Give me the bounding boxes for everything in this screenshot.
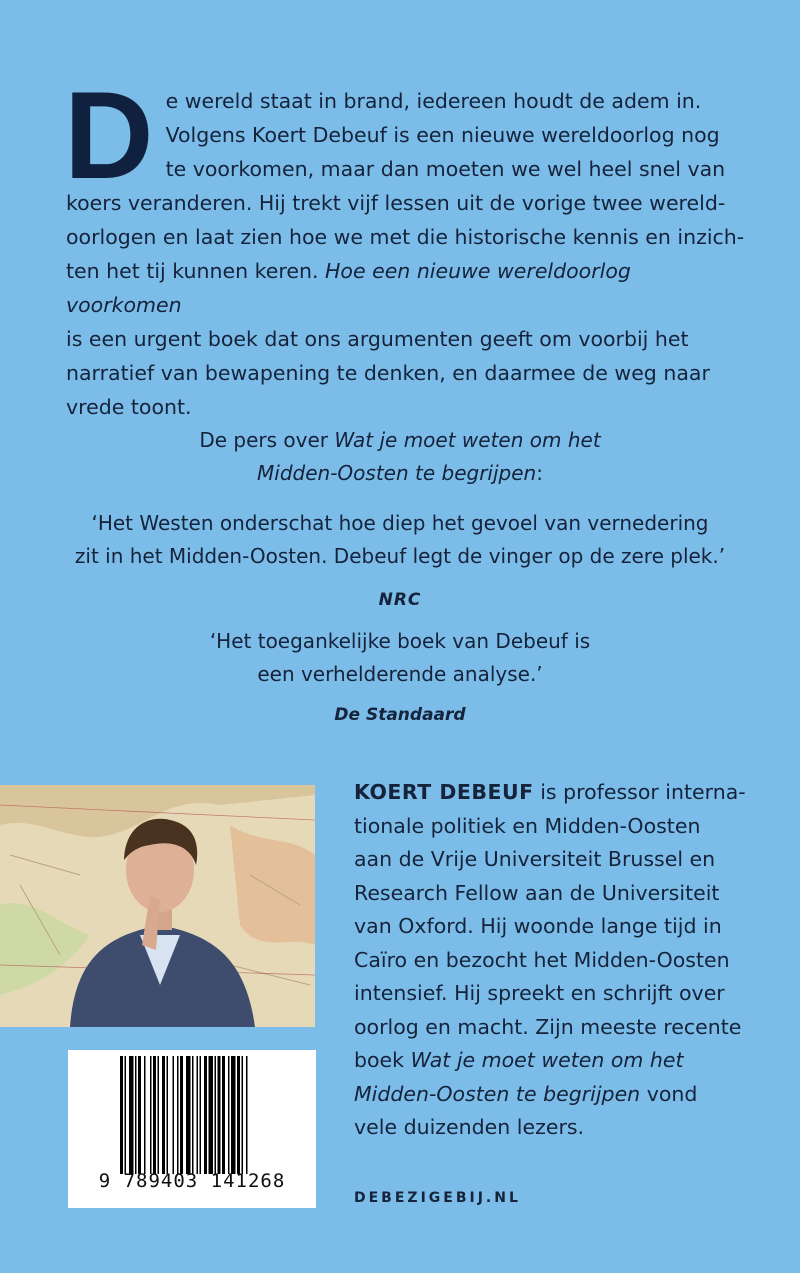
bio-line: intensief. Hij spreekt en schrijft over [354,981,725,1005]
blurb-line: narratief van bewapening te denken, en daarmee de weg naar [66,361,710,385]
barcode-bar [158,1056,160,1174]
barcode-bar [215,1056,217,1174]
barcode-bar [129,1056,134,1174]
barcode-bar [138,1056,141,1174]
quote-line: ‘Het Westen onderschat hoe diep het gevoel van vernedering [91,511,709,535]
blurb-line: vrede toont. [66,395,192,419]
barcode-bar [200,1056,202,1174]
blurb-line: Volgens Koert Debeuf is een nieuwe wereldoorlog nog [165,123,720,147]
previous-book-title: Wat je moet weten om het [334,428,601,452]
barcode-bar [246,1056,248,1174]
publisher-website: DEBEZIGEBIJ.NL [354,1190,521,1206]
barcode-bars [68,1050,316,1180]
blurb-line: ten het tij kunnen keren. [66,259,319,283]
barcode-bar [231,1056,236,1174]
previous-book-title: Midden-Oosten te begrijpen [257,461,537,485]
bio-line: oorlog en macht. Zijn meeste recente [354,1014,742,1039]
barcode-bar [162,1056,165,1174]
colon: : [536,461,543,485]
barcode-bar [204,1056,207,1174]
barcode-bar [120,1056,123,1174]
blurb-line: is een urgent boek dat ons argumenten geeft om voorbij het [66,327,689,351]
press-quote-nrc [0,507,800,573]
bio-line: Research Fellow aan de Universiteit [354,880,720,905]
barcode-bar [153,1056,156,1174]
bio-line: Caïro en bezocht het Midden-Oosten [354,947,730,972]
blurb-line: oorlogen en laat zien hoe we met die historische kennis en inzich- [66,225,745,249]
isbn-number: 9 789403 141268 [98,1170,286,1192]
author-photo [0,785,315,1027]
author-bio [354,776,774,1145]
barcode-bar [197,1056,199,1174]
quote-line: een verhelderende analyse.’ [257,662,543,686]
quote-line: ‘Het toegankelijke boek van Debeuf is [209,629,591,653]
author-portrait-illustration [0,785,315,1027]
barcode-bar [218,1056,221,1174]
bio-text: vond [640,1081,698,1106]
barcode-bar [222,1056,225,1174]
bio-line: is professor interna- [533,780,746,804]
bio-book-title: Midden-Oosten te begrijpen [354,1081,641,1106]
author-name: KOERT DEBEUF [354,780,534,804]
bio-book-title: Wat je moet weten om het [410,1048,684,1072]
quote-source: De Standaard [334,705,466,725]
barcode-bar [144,1056,146,1174]
bio-text: boek [354,1048,411,1072]
barcode-bar [228,1056,230,1174]
barcode-bar [173,1056,175,1174]
barcode-bar [167,1056,169,1174]
quote-line: zit in het Midden-Oosten. Debeuf legt de vinger op de zere plek.’ [74,544,726,568]
barcode [68,1050,316,1208]
barcode-bar [186,1056,191,1174]
barcode-bar [135,1056,137,1174]
barcode-bar [242,1056,244,1174]
barcode-bar [192,1056,194,1174]
bio-line: van Oxford. Hij woonde lange tijd in [354,914,722,938]
barcode-bar [125,1056,127,1174]
barcode-bar [237,1056,240,1174]
barcode-bar [180,1056,183,1174]
back-cover-blurb [64,67,746,424]
press-intro-text: De pers over [199,428,328,452]
bio-line: tionale politiek en Midden-Oosten [354,813,701,838]
barcode-bar [150,1056,152,1174]
press-quote-standaard [0,625,800,691]
bio-line: vele duizenden lezers. [354,1115,585,1139]
blurb-line: te voorkomen, maar dan moeten we wel heel snel van [165,157,726,181]
quote-source: NRC [378,590,422,610]
book-title: Hoe een nieuwe wereldoorlog voorkomen [66,259,631,317]
blurb-line: e wereld staat in brand, iedereen houdt de adem in. [165,89,702,113]
barcode-bar [209,1056,214,1174]
press-intro [0,424,800,490]
bio-line: aan de Vrije Universiteit Brussel en [354,847,716,871]
barcode-bar [177,1056,179,1174]
drop-cap: D [64,67,154,205]
blurb-line: koers veranderen. Hij trekt vijf lessen uit de vorige twee wereld- [66,191,726,215]
